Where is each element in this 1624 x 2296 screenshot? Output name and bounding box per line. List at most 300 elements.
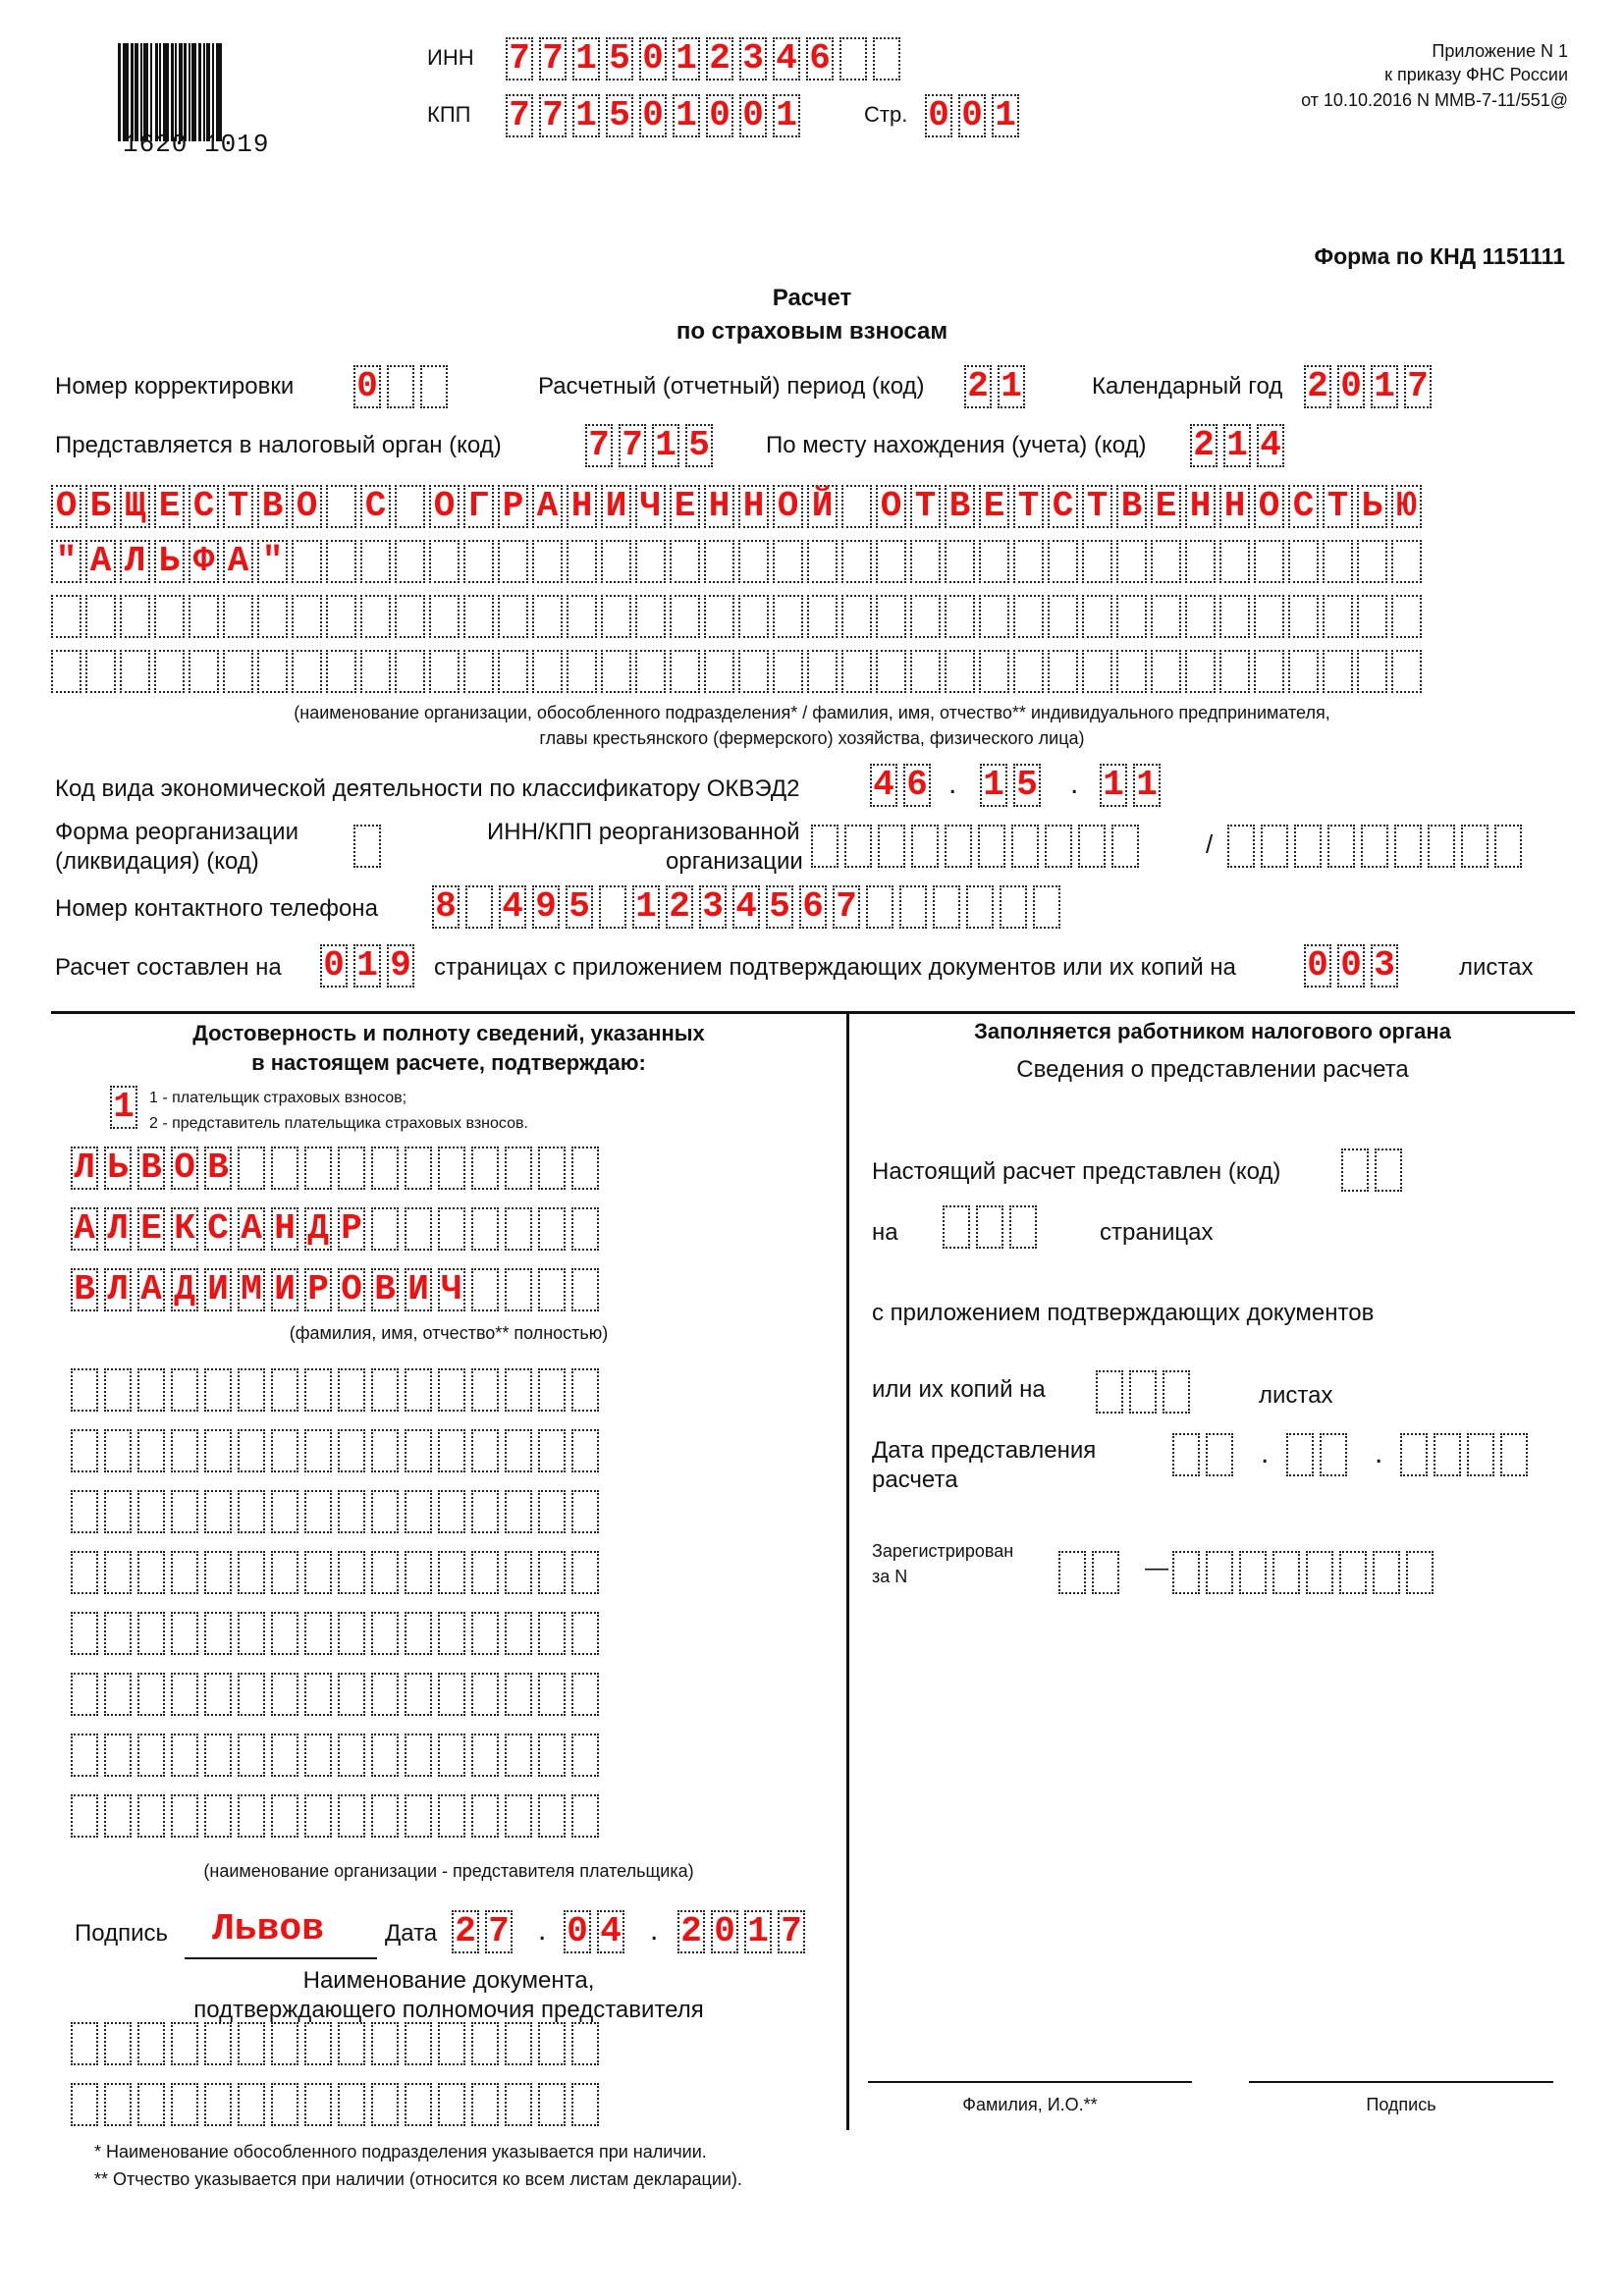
cell[interactable]: 0: [711, 1910, 738, 1953]
cell[interactable]: [876, 650, 906, 693]
cell[interactable]: [1391, 595, 1422, 638]
cell[interactable]: [238, 2083, 265, 2126]
cell[interactable]: [204, 1794, 232, 1838]
cell[interactable]: [471, 1734, 499, 1777]
cell[interactable]: [635, 595, 666, 638]
cell[interactable]: Н: [738, 485, 769, 528]
cell[interactable]: Т: [1082, 485, 1112, 528]
cell[interactable]: [910, 540, 941, 583]
cell[interactable]: [505, 1551, 532, 1594]
cell[interactable]: [137, 1429, 165, 1472]
cell[interactable]: [538, 1673, 566, 1716]
cell[interactable]: [670, 650, 700, 693]
cell[interactable]: [976, 1205, 1003, 1249]
cell[interactable]: Н: [1219, 485, 1250, 528]
cell[interactable]: [532, 595, 563, 638]
registered-cells-a[interactable]: [1058, 1551, 1125, 1594]
cell[interactable]: [505, 1207, 532, 1251]
cell[interactable]: [538, 1734, 566, 1777]
cell[interactable]: 3: [739, 37, 767, 80]
cell[interactable]: [463, 650, 494, 693]
cell[interactable]: [238, 1673, 265, 1716]
cell[interactable]: [71, 1612, 98, 1655]
cell[interactable]: 0: [706, 94, 733, 137]
cell[interactable]: [304, 1490, 332, 1533]
cell[interactable]: [238, 1551, 265, 1594]
cell[interactable]: [405, 2083, 432, 2126]
cell[interactable]: [571, 1368, 599, 1412]
cell[interactable]: [238, 1734, 265, 1777]
cell[interactable]: [438, 1147, 465, 1190]
cell[interactable]: 7: [1404, 365, 1432, 408]
cell[interactable]: [571, 1429, 599, 1472]
cell[interactable]: С: [1288, 485, 1319, 528]
cell[interactable]: [104, 1734, 132, 1777]
cell[interactable]: [371, 1207, 399, 1251]
cell[interactable]: [371, 1490, 399, 1533]
cell[interactable]: [204, 1429, 232, 1472]
cell[interactable]: 2: [452, 1910, 479, 1953]
cell[interactable]: [1151, 595, 1181, 638]
cell[interactable]: [471, 1490, 499, 1533]
cell[interactable]: [171, 2083, 198, 2126]
cell[interactable]: [71, 1551, 98, 1594]
cell[interactable]: 5: [606, 37, 633, 80]
cell[interactable]: [171, 1673, 198, 1716]
cell[interactable]: В: [204, 1147, 232, 1190]
cell[interactable]: [438, 1551, 465, 1594]
cell[interactable]: Д: [304, 1207, 332, 1251]
cell[interactable]: [911, 825, 939, 868]
cell[interactable]: 1: [572, 94, 600, 137]
cell[interactable]: [371, 1368, 399, 1412]
cell[interactable]: [171, 1429, 198, 1472]
period-cells[interactable]: [964, 365, 1031, 408]
cell[interactable]: [271, 1612, 298, 1655]
cell[interactable]: [292, 595, 322, 638]
cell[interactable]: Р: [338, 1207, 365, 1251]
cell[interactable]: [1163, 1370, 1190, 1414]
cell[interactable]: [1048, 650, 1078, 693]
sheets-count-cells[interactable]: [1304, 944, 1404, 988]
cell[interactable]: [438, 1429, 465, 1472]
cell[interactable]: 1: [353, 944, 381, 988]
cell[interactable]: К: [171, 1207, 198, 1251]
cell[interactable]: [71, 2022, 98, 2065]
cell[interactable]: [704, 595, 734, 638]
cell[interactable]: Б: [85, 485, 116, 528]
cell[interactable]: [807, 540, 838, 583]
cell[interactable]: [238, 1429, 265, 1472]
cell[interactable]: [120, 650, 150, 693]
cell[interactable]: [338, 1147, 365, 1190]
cell[interactable]: 1: [673, 37, 700, 80]
cell[interactable]: [371, 1612, 399, 1655]
cell[interactable]: [104, 1794, 132, 1838]
cell[interactable]: [471, 1368, 499, 1412]
right-pages-cells[interactable]: [943, 1205, 1043, 1249]
cell[interactable]: 6: [799, 885, 827, 929]
cell[interactable]: [1172, 1551, 1200, 1594]
cell[interactable]: [505, 1612, 532, 1655]
cell[interactable]: [271, 1734, 298, 1777]
cell[interactable]: 0: [353, 365, 381, 408]
cell[interactable]: [238, 1612, 265, 1655]
cell[interactable]: 4: [1257, 424, 1284, 467]
cell[interactable]: [532, 540, 563, 583]
cell[interactable]: [360, 540, 391, 583]
cell[interactable]: Н: [567, 485, 597, 528]
cell[interactable]: 0: [1304, 944, 1331, 988]
cell[interactable]: [505, 1673, 532, 1716]
cell[interactable]: [844, 825, 872, 868]
cell[interactable]: [171, 1490, 198, 1533]
cell[interactable]: [238, 1368, 265, 1412]
cell[interactable]: [405, 1368, 432, 1412]
cell[interactable]: 9: [387, 944, 414, 988]
cell[interactable]: [405, 1490, 432, 1533]
cell[interactable]: [204, 1490, 232, 1533]
cell[interactable]: [438, 1612, 465, 1655]
cell[interactable]: 2: [964, 365, 992, 408]
cell[interactable]: [204, 1551, 232, 1594]
cell[interactable]: [137, 1551, 165, 1594]
cell[interactable]: [670, 595, 700, 638]
cell[interactable]: А: [71, 1207, 98, 1251]
cell[interactable]: [438, 1490, 465, 1533]
cell[interactable]: [387, 365, 414, 408]
cell[interactable]: 3: [1371, 944, 1398, 988]
cell[interactable]: [505, 1368, 532, 1412]
cell[interactable]: 2: [677, 1910, 705, 1953]
cell[interactable]: [498, 650, 528, 693]
cell[interactable]: [773, 595, 803, 638]
cell[interactable]: Е: [137, 1207, 165, 1251]
cell[interactable]: [979, 540, 1009, 583]
cell[interactable]: [271, 1673, 298, 1716]
cell[interactable]: [463, 595, 494, 638]
cell[interactable]: [538, 1207, 566, 1251]
cell[interactable]: [841, 650, 872, 693]
cell[interactable]: [1185, 650, 1216, 693]
cell[interactable]: 1: [1371, 365, 1398, 408]
tax-authority-cells[interactable]: [585, 424, 719, 467]
cell[interactable]: [899, 885, 927, 929]
cell[interactable]: [505, 2083, 532, 2126]
cell[interactable]: [104, 1551, 132, 1594]
cell[interactable]: [704, 650, 734, 693]
cell[interactable]: Т: [1013, 485, 1044, 528]
rep-row-7[interactable]: [71, 1734, 605, 1777]
cell[interactable]: [1261, 825, 1288, 868]
cell[interactable]: [945, 825, 972, 868]
cell[interactable]: В: [137, 1147, 165, 1190]
cell[interactable]: [571, 1268, 599, 1311]
cell[interactable]: [371, 1673, 399, 1716]
cell[interactable]: 4: [732, 885, 760, 929]
cell[interactable]: [571, 1734, 599, 1777]
cell[interactable]: [271, 1490, 298, 1533]
cell[interactable]: [1254, 540, 1284, 583]
cell[interactable]: [137, 2022, 165, 2065]
cell[interactable]: [471, 1147, 499, 1190]
cell[interactable]: [120, 595, 150, 638]
cell[interactable]: [1151, 650, 1181, 693]
cell[interactable]: [1434, 1433, 1461, 1476]
rep-row-4[interactable]: [71, 1551, 605, 1594]
cell[interactable]: [538, 1794, 566, 1838]
cell[interactable]: [304, 1368, 332, 1412]
cell[interactable]: В: [371, 1268, 399, 1311]
cell[interactable]: [371, 2022, 399, 2065]
cell[interactable]: 1: [1100, 764, 1127, 807]
cell[interactable]: [338, 1368, 365, 1412]
cell[interactable]: [395, 485, 425, 528]
cell[interactable]: [204, 1673, 232, 1716]
cell[interactable]: 1: [652, 424, 679, 467]
cell[interactable]: А: [532, 485, 563, 528]
cell[interactable]: [71, 1794, 98, 1838]
cell[interactable]: [1000, 885, 1027, 929]
cell[interactable]: [1406, 1551, 1434, 1594]
cell[interactable]: 9: [532, 885, 560, 929]
cell[interactable]: 5: [606, 94, 633, 137]
cell[interactable]: [1323, 595, 1353, 638]
cell[interactable]: [505, 1794, 532, 1838]
cell[interactable]: [738, 540, 769, 583]
cell[interactable]: Л: [104, 1207, 132, 1251]
cell[interactable]: [498, 540, 528, 583]
cell[interactable]: Р: [304, 1268, 332, 1311]
cell[interactable]: [137, 1368, 165, 1412]
cell[interactable]: [1286, 1433, 1314, 1476]
date-day-cells[interactable]: [452, 1910, 518, 1953]
cell[interactable]: [773, 650, 803, 693]
cell[interactable]: [1357, 650, 1387, 693]
cell[interactable]: [532, 650, 563, 693]
cell[interactable]: [571, 2083, 599, 2126]
cell[interactable]: [71, 1490, 98, 1533]
date-year-cells[interactable]: [677, 1910, 811, 1953]
cell[interactable]: [876, 540, 906, 583]
cell[interactable]: [505, 1490, 532, 1533]
cell[interactable]: [1013, 650, 1044, 693]
cell[interactable]: 7: [539, 94, 567, 137]
cell[interactable]: [505, 1147, 532, 1190]
cell[interactable]: 1: [1133, 764, 1161, 807]
cell[interactable]: [811, 825, 839, 868]
cell[interactable]: [438, 1368, 465, 1412]
cell[interactable]: [338, 1794, 365, 1838]
cell[interactable]: А: [137, 1268, 165, 1311]
cell[interactable]: Г: [463, 485, 494, 528]
cell[interactable]: [1361, 825, 1388, 868]
cell[interactable]: [238, 2022, 265, 2065]
cell[interactable]: [1357, 540, 1387, 583]
cell[interactable]: [438, 2083, 465, 2126]
cell[interactable]: [945, 540, 975, 583]
cell[interactable]: [841, 485, 872, 528]
cell[interactable]: [839, 37, 867, 80]
cell[interactable]: [438, 2022, 465, 2065]
cell[interactable]: [1129, 1370, 1157, 1414]
cell[interactable]: [933, 885, 960, 929]
cell[interactable]: ": [257, 540, 288, 583]
correction-cells[interactable]: [353, 365, 454, 408]
cell[interactable]: [910, 595, 941, 638]
cell[interactable]: И: [601, 485, 631, 528]
cell[interactable]: [326, 485, 356, 528]
cell[interactable]: 1: [773, 94, 800, 137]
phone-cells[interactable]: [432, 885, 1066, 929]
cell[interactable]: [371, 1551, 399, 1594]
cell[interactable]: [405, 2022, 432, 2065]
cell[interactable]: [326, 595, 356, 638]
cell[interactable]: [371, 1734, 399, 1777]
cell[interactable]: [71, 1673, 98, 1716]
doc-row-1[interactable]: [71, 2022, 605, 2065]
cell[interactable]: С: [204, 1207, 232, 1251]
cell[interactable]: [171, 1734, 198, 1777]
cell[interactable]: [326, 650, 356, 693]
cell[interactable]: [1082, 650, 1112, 693]
cell[interactable]: [807, 595, 838, 638]
date-month-cells[interactable]: [564, 1910, 630, 1953]
cell[interactable]: [471, 1551, 499, 1594]
cell[interactable]: Ч: [635, 485, 666, 528]
cell[interactable]: [1288, 540, 1319, 583]
cell[interactable]: [1151, 540, 1181, 583]
cell[interactable]: [395, 650, 425, 693]
cell[interactable]: В: [1116, 485, 1147, 528]
cell[interactable]: [1013, 595, 1044, 638]
cell[interactable]: [223, 650, 253, 693]
cell[interactable]: [304, 1673, 332, 1716]
cell[interactable]: [599, 885, 626, 929]
cell[interactable]: О: [1254, 485, 1284, 528]
cell[interactable]: [304, 1734, 332, 1777]
cell[interactable]: [1323, 650, 1353, 693]
cell[interactable]: 2: [1190, 424, 1218, 467]
cell[interactable]: [635, 650, 666, 693]
cell[interactable]: [405, 1147, 432, 1190]
cell[interactable]: Л: [71, 1147, 98, 1190]
cell[interactable]: [104, 2022, 132, 2065]
cell[interactable]: [471, 2083, 499, 2126]
cell[interactable]: 1: [673, 94, 700, 137]
org-name-row-4[interactable]: [51, 650, 1426, 693]
cell[interactable]: [1206, 1433, 1233, 1476]
cell[interactable]: [866, 885, 893, 929]
cell[interactable]: [405, 1612, 432, 1655]
cell[interactable]: [171, 1368, 198, 1412]
cell[interactable]: [1078, 825, 1106, 868]
cell[interactable]: О: [171, 1147, 198, 1190]
cell[interactable]: Т: [223, 485, 253, 528]
signer-code[interactable]: 1: [110, 1086, 137, 1129]
cell[interactable]: [945, 595, 975, 638]
cell[interactable]: [571, 1490, 599, 1533]
reorg-inn-cells[interactable]: [811, 825, 1145, 868]
cell[interactable]: [271, 2022, 298, 2065]
cell[interactable]: [395, 595, 425, 638]
cell[interactable]: [271, 1794, 298, 1838]
cell[interactable]: [505, 1734, 532, 1777]
cell[interactable]: 2: [706, 37, 733, 80]
cell[interactable]: [104, 1612, 132, 1655]
cell[interactable]: [670, 540, 700, 583]
presented-code-cells[interactable]: [1341, 1148, 1408, 1192]
cell[interactable]: [438, 1207, 465, 1251]
cell[interactable]: [238, 1147, 265, 1190]
cell[interactable]: [943, 1205, 970, 1249]
cell[interactable]: [1045, 825, 1072, 868]
cell[interactable]: О: [292, 485, 322, 528]
cell[interactable]: [1373, 1551, 1400, 1594]
cell[interactable]: [137, 2083, 165, 2126]
cell[interactable]: ": [51, 540, 81, 583]
rep-row-8[interactable]: [71, 1794, 605, 1838]
cell[interactable]: 5: [766, 885, 793, 929]
cell[interactable]: Ч: [438, 1268, 465, 1311]
cell[interactable]: [807, 650, 838, 693]
cell[interactable]: 7: [833, 885, 860, 929]
patronymic-cells[interactable]: [71, 1268, 605, 1311]
cell[interactable]: [1341, 1148, 1369, 1192]
cell[interactable]: [137, 1612, 165, 1655]
cell[interactable]: [405, 1207, 432, 1251]
org-name-row-1[interactable]: [51, 485, 1426, 528]
cell[interactable]: Ь: [1357, 485, 1387, 528]
cell[interactable]: [204, 2083, 232, 2126]
cell[interactable]: О: [51, 485, 81, 528]
cell[interactable]: Т: [1323, 485, 1353, 528]
cell[interactable]: [238, 1490, 265, 1533]
cell[interactable]: Ф: [189, 540, 219, 583]
cell[interactable]: 5: [1013, 764, 1041, 807]
cell[interactable]: [1254, 650, 1284, 693]
cell[interactable]: Ь: [154, 540, 185, 583]
rep-row-3[interactable]: [71, 1490, 605, 1533]
cell[interactable]: [1116, 650, 1147, 693]
cell[interactable]: [1288, 650, 1319, 693]
cell[interactable]: [505, 2022, 532, 2065]
cell[interactable]: 4: [773, 37, 800, 80]
cell[interactable]: [438, 1673, 465, 1716]
cell[interactable]: [1494, 825, 1522, 868]
year-cells[interactable]: [1304, 365, 1437, 408]
cell[interactable]: [154, 650, 185, 693]
cell[interactable]: [471, 1207, 499, 1251]
cell[interactable]: [154, 595, 185, 638]
cell[interactable]: И: [405, 1268, 432, 1311]
cell[interactable]: [204, 1734, 232, 1777]
cell[interactable]: [910, 650, 941, 693]
cell[interactable]: 1: [998, 365, 1025, 408]
cell[interactable]: [326, 540, 356, 583]
cell[interactable]: [571, 1794, 599, 1838]
cell[interactable]: Е: [1151, 485, 1181, 528]
registered-cells-b[interactable]: [1172, 1551, 1439, 1594]
cell[interactable]: А: [238, 1207, 265, 1251]
cell[interactable]: [438, 1794, 465, 1838]
cell[interactable]: 7: [485, 1910, 513, 1953]
cell[interactable]: [304, 2083, 332, 2126]
cell[interactable]: [1058, 1551, 1086, 1594]
cell[interactable]: [1467, 1433, 1494, 1476]
cell[interactable]: 5: [685, 424, 713, 467]
cell[interactable]: [465, 885, 493, 929]
